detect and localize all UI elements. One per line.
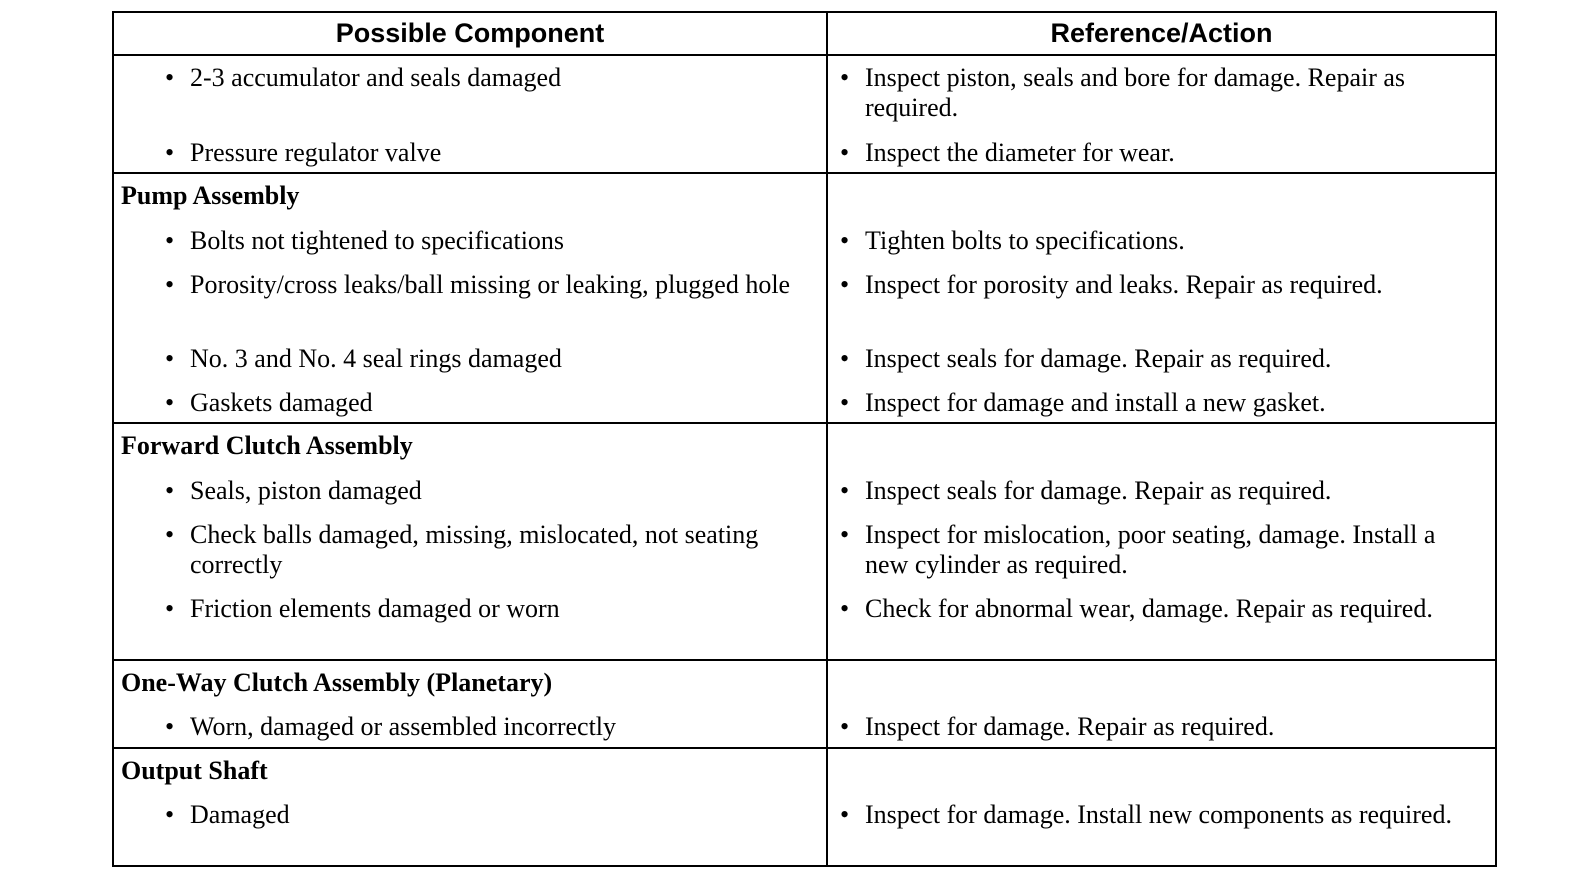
component-text: Porosity/cross leaks/ball missing or leaking, plugged hole: [190, 270, 791, 299]
bullet: •: [165, 138, 175, 167]
bullet: •: [840, 520, 850, 549]
action-text: Inspect seals for damage. Repair as required.: [865, 344, 1332, 373]
action-text: Tighten bolts to specifications.: [865, 226, 1185, 255]
action-text: Inspect piston, seals and bore for damage. Repair as required.: [865, 63, 1406, 122]
bullet: •: [165, 476, 175, 505]
bullet: •: [840, 270, 850, 299]
action-text: Inspect for damage. Install new components as required.: [865, 800, 1452, 829]
section-divider: [112, 747, 1497, 749]
table-row-component: [165, 594, 815, 624]
bullet: •: [165, 63, 175, 92]
bullet: •: [165, 800, 175, 829]
section-divider: [112, 659, 1497, 661]
component-text: Worn, damaged or assembled incorrectly: [190, 712, 617, 741]
table-row-component: [165, 270, 815, 300]
bullet: •: [840, 344, 850, 373]
component-text: Check balls damaged, missing, mislocated, not seating correctly: [190, 520, 759, 579]
component-text: Seals, piston damaged: [190, 476, 422, 505]
component-text: Friction elements damaged or worn: [190, 594, 560, 623]
table-row-action: [840, 800, 1480, 830]
table-row-component: [165, 344, 815, 374]
table-row-component: [165, 800, 815, 830]
table-row-action: [840, 226, 1480, 256]
bullet: •: [165, 712, 175, 741]
component-text: Gaskets damaged: [190, 388, 373, 417]
bullet: •: [840, 594, 850, 623]
table-row-action: [840, 388, 1480, 418]
bullet: •: [840, 388, 850, 417]
action-text: Inspect for mislocation, poor seating, damage. Install a new cylinder as required.: [865, 520, 1436, 579]
table-row-action: [840, 63, 1480, 123]
column-divider: [826, 11, 828, 867]
bullet: •: [840, 226, 850, 255]
bullet: •: [840, 800, 850, 829]
action-text: Inspect for damage. Repair as required.: [865, 712, 1275, 741]
section-divider: [112, 172, 1497, 174]
bullet: •: [165, 520, 175, 549]
bullet: •: [840, 63, 850, 92]
column-header-component: Possible Component: [335, 18, 605, 48]
action-text: Inspect seals for damage. Repair as required.: [865, 476, 1332, 505]
component-text: 2-3 accumulator and seals damaged: [190, 63, 562, 92]
component-text: No. 3 and No. 4 seal rings damaged: [190, 344, 562, 373]
table-row-component: [165, 138, 815, 168]
section-title-one-way-clutch-assembly: One-Way Clutch Assembly (Planetary): [121, 668, 553, 697]
component-text: Damaged: [190, 800, 290, 829]
bullet: •: [840, 138, 850, 167]
table-row-action: [840, 476, 1480, 506]
bullet: •: [165, 344, 175, 373]
bullet: •: [165, 388, 175, 417]
section-title-output-shaft: Output Shaft: [121, 756, 268, 785]
table-row-action: [840, 344, 1480, 374]
bullet: •: [840, 476, 850, 505]
bullet: •: [165, 226, 175, 255]
bullet: •: [840, 712, 850, 741]
table-row-action: [840, 594, 1480, 624]
table-row-action: [840, 520, 1480, 580]
action-text: Inspect for damage and install a new gasket.: [865, 388, 1326, 417]
action-text: Inspect the diameter for wear.: [865, 138, 1175, 167]
table-row-component: [165, 712, 815, 742]
table-row-component: [165, 226, 815, 256]
table-row-component: [165, 388, 815, 418]
table-row-component: [165, 476, 815, 506]
section-divider: [112, 422, 1497, 424]
component-text: Pressure regulator valve: [190, 138, 442, 167]
section-title-forward-clutch-assembly: Forward Clutch Assembly: [121, 431, 413, 460]
column-header-action: Reference/Action: [1050, 18, 1273, 48]
section-title-pump-assembly: Pump Assembly: [121, 181, 300, 210]
bullet: •: [165, 594, 175, 623]
action-text: Inspect for porosity and leaks. Repair as required.: [865, 270, 1383, 299]
table-row-component: [165, 520, 815, 580]
action-text: Check for abnormal wear, damage. Repair as required.: [865, 594, 1433, 623]
table-row-action: [840, 270, 1480, 300]
table-row-action: [840, 712, 1480, 742]
component-text: Bolts not tightened to specifications: [190, 226, 565, 255]
header-divider: [112, 54, 1497, 56]
bullet: •: [165, 270, 175, 299]
table-row-component: [165, 63, 815, 93]
table-row-action: [840, 138, 1480, 168]
